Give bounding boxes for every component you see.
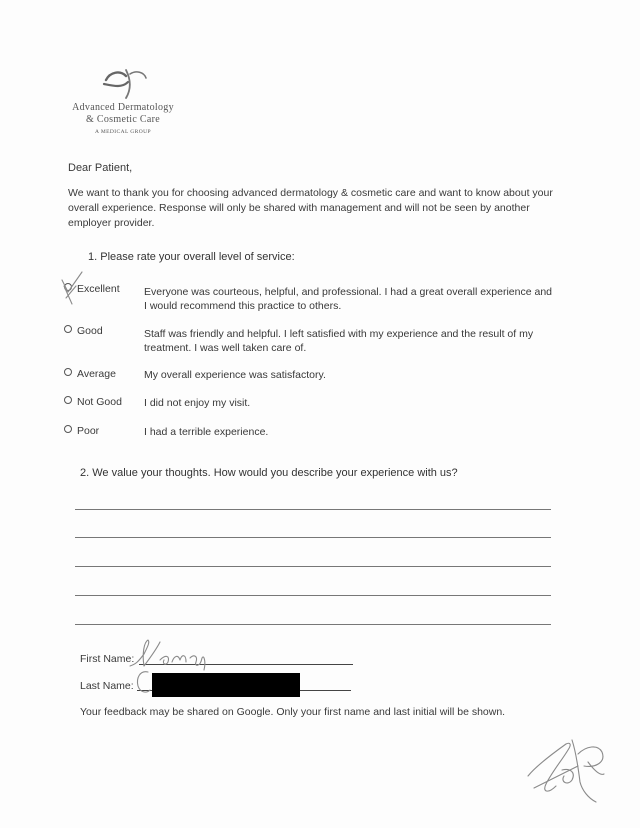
signature-icon	[522, 732, 612, 804]
logo-line-1: Advanced Dermatology	[72, 102, 174, 113]
intro-paragraph: We want to thank you for choosing advanced dermatology & cosmetic care and want to know about your overall experience. Response will only be shared with management and will not be seen by another employer provider.	[68, 187, 553, 229]
redaction-bar	[152, 673, 300, 697]
option-poor[interactable]	[64, 425, 99, 437]
option-label: Good	[77, 325, 103, 337]
first-name-label: First Name:	[80, 653, 135, 665]
question-1-label: 1. Please rate your overall level of service:	[88, 251, 295, 263]
answer-line[interactable]	[75, 566, 551, 567]
option-average[interactable]	[64, 368, 116, 380]
question-2-label: 2. We value your thoughts. How would you describe your experience with us?	[80, 467, 458, 479]
radio-circle-icon[interactable]	[64, 396, 72, 404]
logo-line-3: A MEDICAL GROUP	[95, 129, 151, 135]
option-label: Excellent	[77, 283, 120, 295]
answer-line[interactable]	[75, 595, 551, 596]
greeting: Dear Patient,	[68, 162, 133, 174]
option-desc-not-good: I did not enjoy my visit.	[144, 397, 251, 409]
option-label: Not Good	[77, 396, 122, 408]
logo-mark-icon	[96, 66, 152, 102]
option-good[interactable]	[64, 325, 103, 337]
radio-circle-icon[interactable]	[64, 425, 72, 433]
handwritten-first-name-icon	[126, 636, 210, 672]
handwritten-checkmark-icon	[58, 270, 88, 310]
logo-line-2: & Cosmetic Care	[86, 114, 160, 125]
option-desc-excellent: Everyone was courteous, helpful, and professional. I had a great overall experience and I would recommend this practice to others.	[144, 286, 553, 312]
footer-note: Your feedback may be shared on Google. Only your first name and last initial will be shown.	[80, 706, 506, 718]
last-name-label: Last Name:	[80, 680, 134, 692]
option-label: Average	[77, 368, 116, 380]
answer-line[interactable]	[75, 624, 551, 625]
answer-line[interactable]	[75, 537, 551, 538]
option-desc-average: My overall experience was satisfactory.	[144, 369, 326, 381]
option-desc-poor: I had a terrible experience.	[144, 426, 269, 438]
option-desc-good: Staff was friendly and helpful. I left satisfied with my experience and the result of my treatment. I was well taken care of.	[144, 328, 534, 354]
answer-line[interactable]	[75, 509, 551, 510]
option-label: Poor	[77, 425, 100, 437]
option-not-good[interactable]	[64, 396, 122, 408]
radio-circle-icon[interactable]	[64, 325, 72, 333]
radio-circle-icon[interactable]	[64, 368, 72, 376]
handwritten-last-name-icon	[132, 668, 154, 696]
